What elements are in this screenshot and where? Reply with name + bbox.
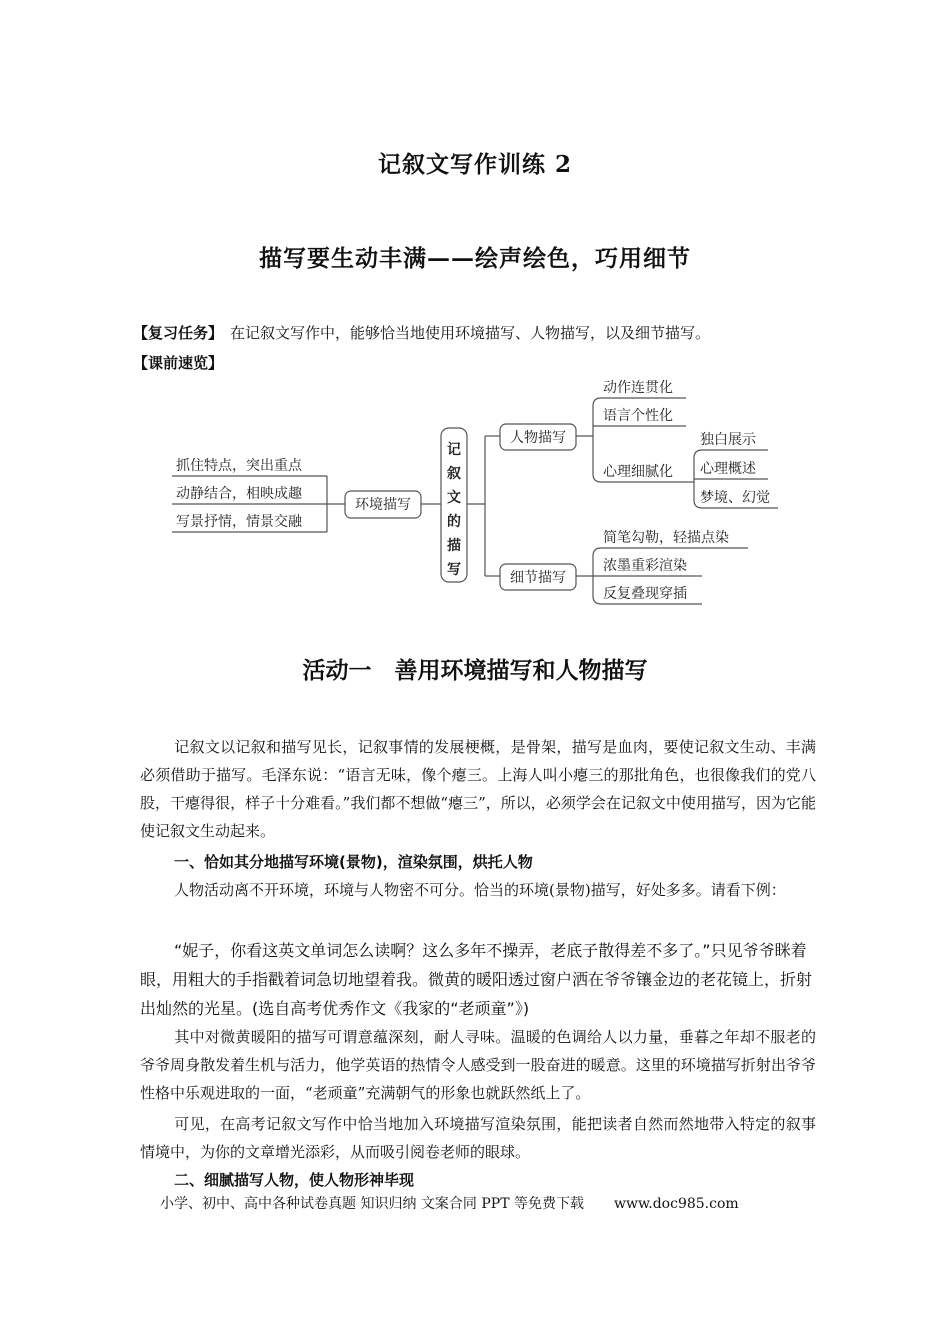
detail-item: 反复叠现穿插 — [603, 586, 687, 602]
psych-sub-item: 独白展示 — [700, 432, 756, 448]
center-char: 记 — [447, 442, 461, 458]
footer-text: 小学、初中、高中各种试卷真题 知识归纳 文案合同 PPT 等免费下载 — [160, 1196, 584, 1212]
center-char: 写 — [447, 562, 461, 578]
paragraph — [140, 733, 816, 845]
activity-title: 活动一 善用环境描写和人物描写 — [302, 657, 648, 684]
mind-map — [0, 370, 950, 620]
person-item: 心理细腻化 — [603, 464, 673, 480]
center-char: 描 — [447, 538, 461, 554]
review-task-label: 【复习任务】 — [133, 324, 224, 342]
psych-sub-item: 梦境、幻觉 — [700, 490, 770, 506]
paragraph-text: 记叙文以记叙和描写见长，记叙事情的发展梗概，是骨架，描写是血肉，要使记叙文生动、丰满必须借助于描写。毛泽东说：“语言无味，像个瘪三。上海人叫小瘪三的那批角色，也很像我们的党八股，干瘪得很，样子十分难看。”我们都不想做“瘪三”，所以，必须学会在记叙文中使用描写，因为它能使记叙文生动起来。 — [140, 738, 816, 840]
env-item: 动静结合，相映成趣 — [176, 486, 302, 502]
env-item: 写景抒情，情景交融 — [176, 514, 302, 530]
detail-node-label: 细节描写 — [510, 570, 566, 586]
person-node-label: 人物描写 — [510, 430, 566, 446]
document-subtitle: 描写要生动丰满——绘声绘色，巧用细节 — [259, 245, 691, 272]
center-char: 的 — [447, 514, 461, 530]
paragraph — [140, 876, 816, 904]
paragraph — [140, 1023, 816, 1107]
paragraph-text: 其中对微黄暖阳的描写可谓意蕴深刻，耐人寻味。温暖的色调给人以力量，垂暮之年却不服老的爷爷周身散发着生机与活力，他学英语的热情令人感受到一股奋进的暖意。这里的环境描写折射出爷爷性格中乐观进取的一面，“老顽童”充满朝气的形象也就跃然纸上了。 — [140, 1028, 816, 1102]
section-heading: 一、恰如其分地描写环境(景物)，渲染氛围，烘托人物 — [174, 853, 533, 871]
detail-item: 浓墨重彩渲染 — [603, 558, 687, 574]
preview-label: 【课前速览】 — [133, 354, 224, 372]
paragraph-text: 人物活动离不开环境，环境与人物密不可分。恰当的环境(景物)描写，好处多多。请看下例： — [174, 881, 786, 899]
document-title: 记叙文写作训练 2 — [377, 151, 572, 178]
review-task-text: 在记叙文写作中，能够恰当地使用环境描写、人物描写，以及细节描写。 — [230, 324, 711, 342]
paragraph — [140, 1110, 816, 1166]
center-char: 叙 — [447, 466, 461, 482]
quote-text: “妮子，你看这英文单词怎么读啊？这么多年不操弄，老底子散得差不多了。”只见爷爷眯着眼，用粗大的手指戳着词急切地望着我。微黄的暖阳透过窗户洒在爷爷镶金边的老花镜上，折射出灿然的光星。(选自高考优秀作文《我家的“老顽童”》) — [140, 941, 813, 1018]
center-char: 文 — [447, 490, 461, 506]
paragraph-text: 可见，在高考记叙文写作中恰当地加入环境描写渲染氛围，能把读者自然而然地带入特定的叙事情境中，为你的文章增光添彩，从而吸引阅卷老师的眼球。 — [140, 1115, 816, 1161]
person-item: 语言个性化 — [603, 408, 673, 424]
psych-sub-item: 心理概述 — [700, 461, 756, 477]
example-quote — [140, 936, 816, 1023]
person-item: 动作连贯化 — [603, 380, 673, 396]
footer — [160, 1193, 739, 1213]
section-heading: 二、细腻描写人物，使人物形神毕现 — [174, 1171, 415, 1189]
env-item: 抓住特点，突出重点 — [176, 458, 302, 474]
detail-item: 简笔勾勒，轻描点染 — [603, 530, 729, 546]
env-node-label: 环境描写 — [355, 497, 411, 513]
footer-url[interactable]: www.doc985.com — [613, 1196, 739, 1212]
